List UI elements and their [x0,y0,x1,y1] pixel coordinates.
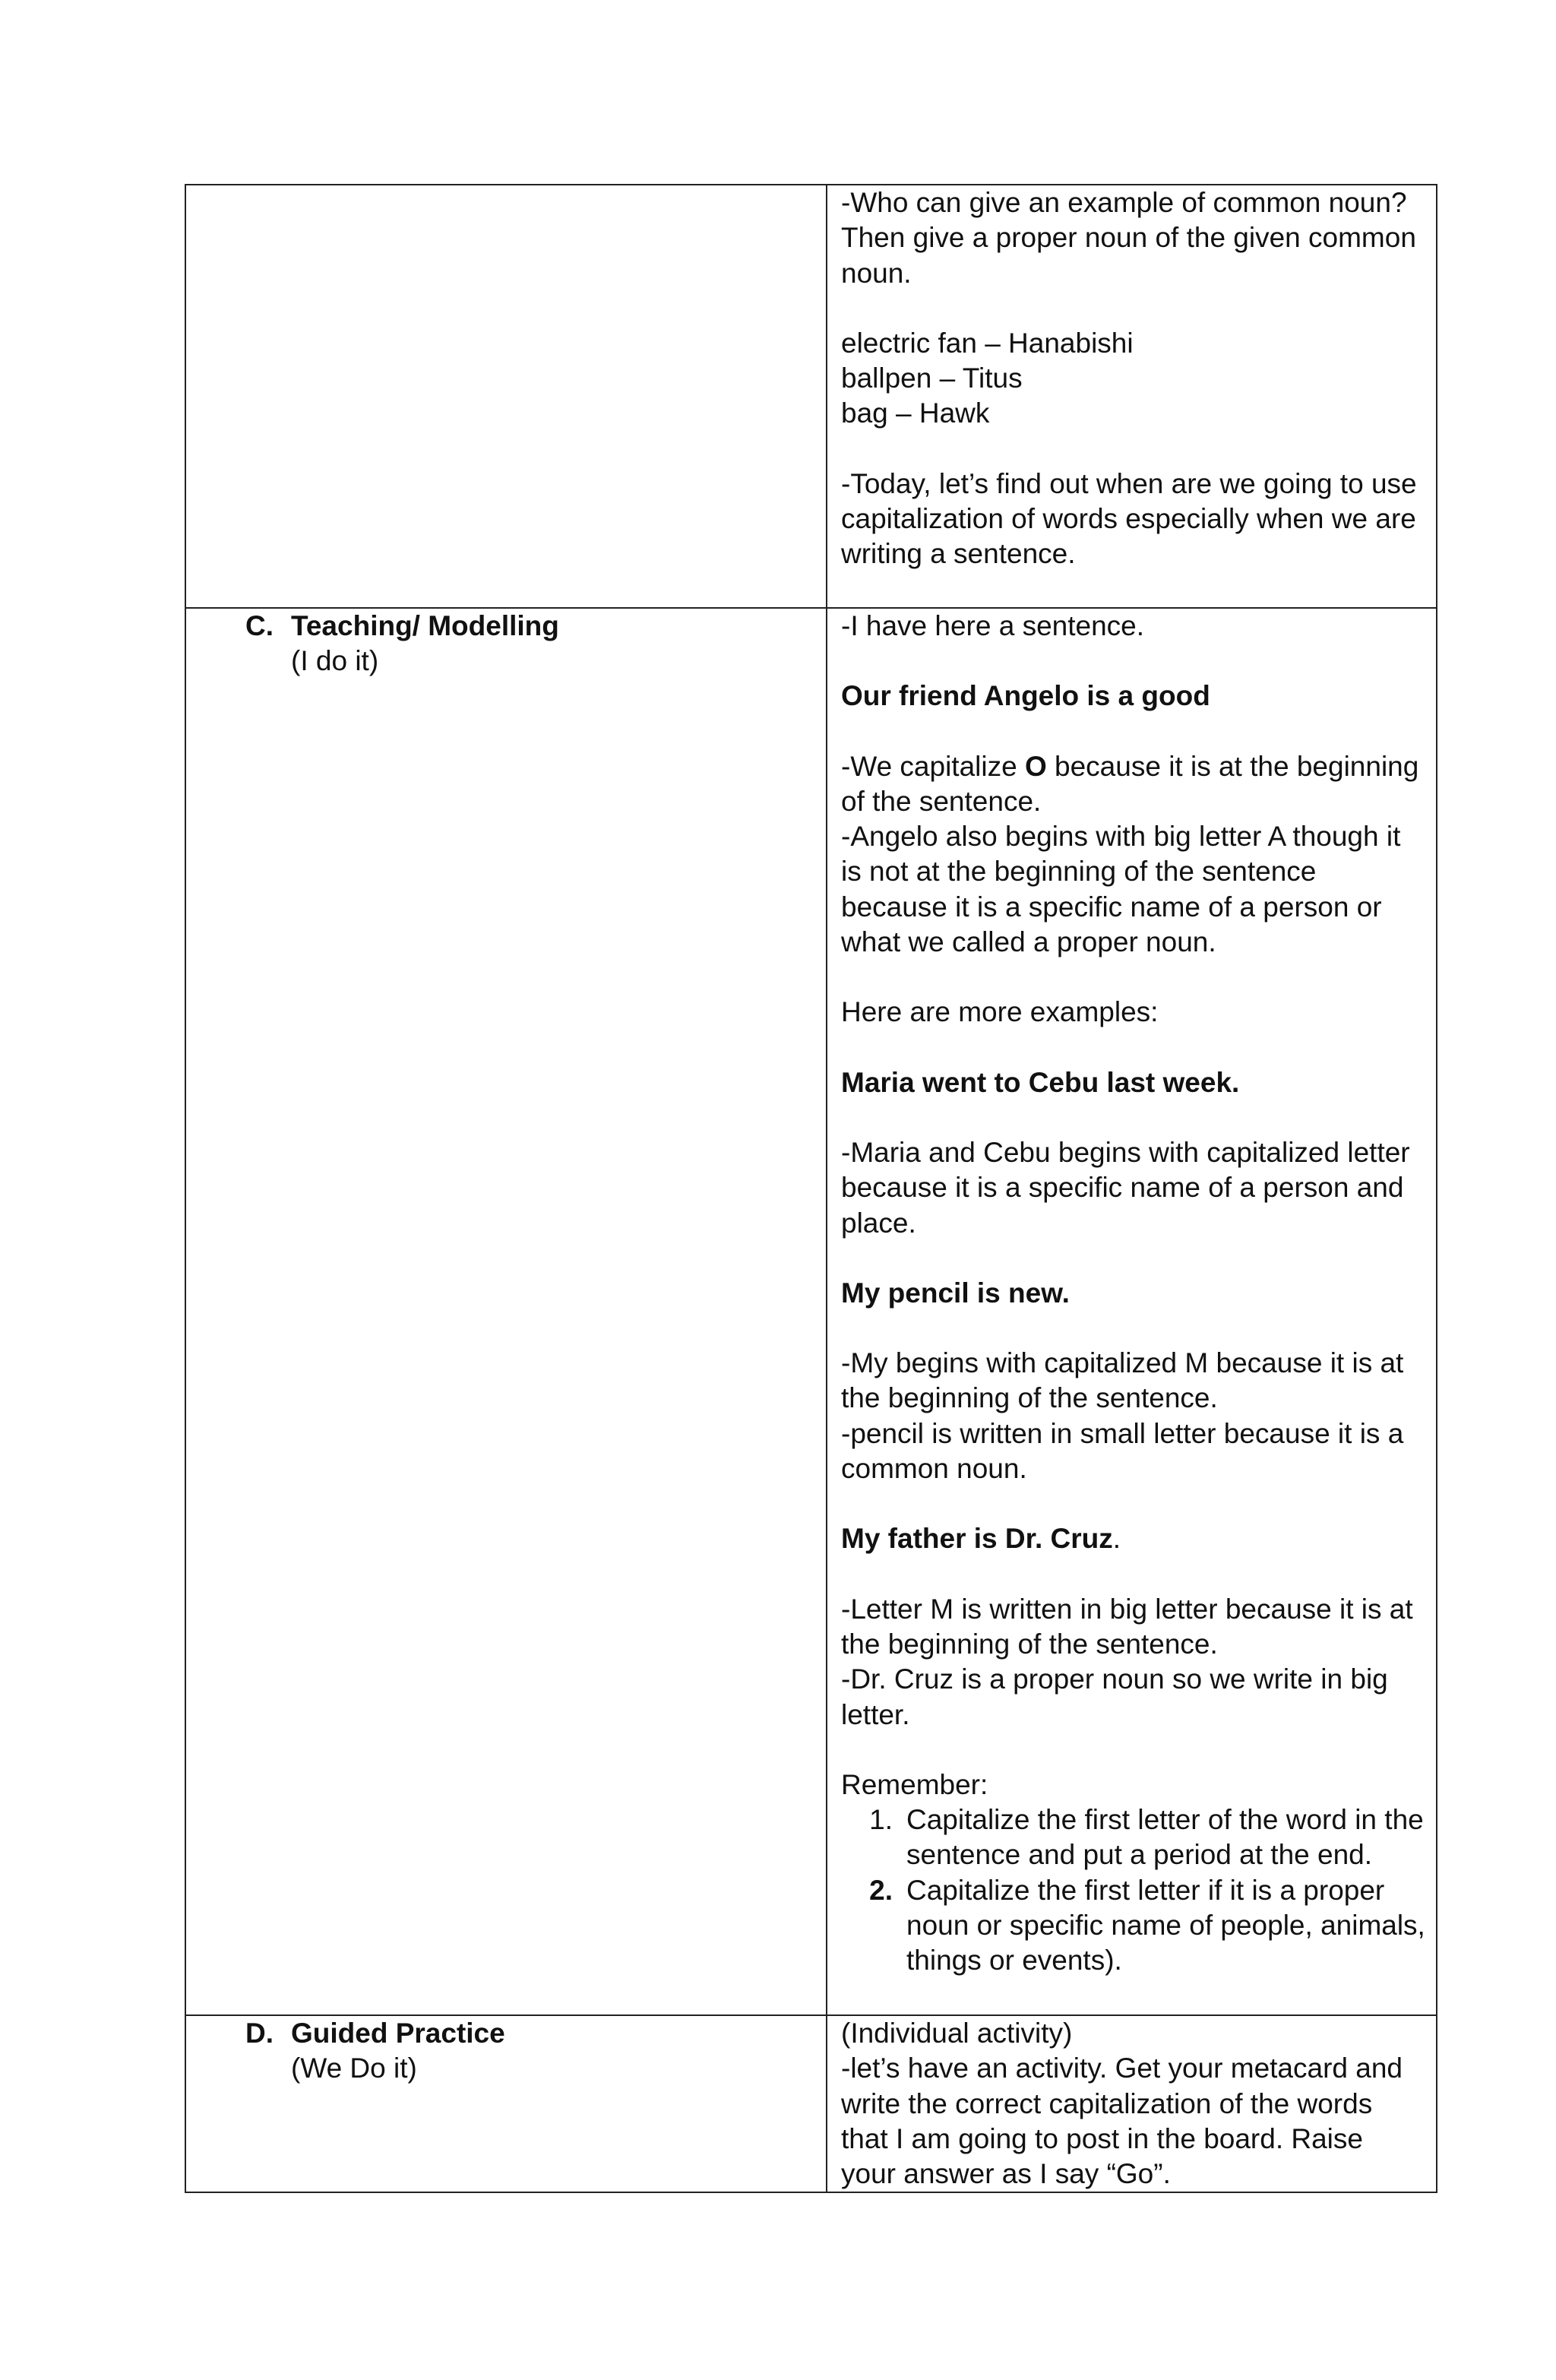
right-cell-intro [827,185,1437,608]
table-row-intro [185,185,1437,608]
example-pair: electric fan – Hanabishi [841,327,1134,359]
remember-label: Remember: [841,1768,988,1800]
rule-text: Capitalize the first letter if it is a proper noun or specific name of people, animals, things or events). [906,1874,1425,1976]
example-sentence: My pencil is new. [841,1277,1070,1309]
section-subtitle: (We Do it) [291,2052,417,2084]
explanation-text: -pencil is written in small letter because it is a common noun. [841,1417,1404,1485]
intro-text: -I have here a sentence. [841,610,1145,641]
list-item [841,1802,1425,1873]
table-row-teaching [185,608,1437,2015]
list-item [841,1873,1425,1979]
explanation-part: because it is at the beginning of the sentence. [841,750,1419,817]
lesson-plan-table [185,184,1437,2193]
section-title: Guided Practice [291,2018,505,2049]
rule-number: 1. [869,1804,893,1836]
instructions-text: -let’s have an activity. Get your metacard and write the correct capitalization of the words that I am going to post in the board. Raise your answer as I say “Go”. [841,2052,1403,2190]
example-sentence [841,1521,1425,1556]
question-text: -Who can give an example of common noun? Then give a proper noun of the given common noun. [841,187,1416,289]
table-row-guided [185,2015,1437,2192]
example-sentence: Maria went to Cebu last week. [841,1066,1240,1098]
example-sentence: Our friend Angelo is a good [841,680,1210,712]
explanation-text: -Letter M is written in big letter because it is at the beginning of the sentence. [841,1593,1413,1660]
explanation-part: -We capitalize [841,750,1025,782]
rules-list [841,1802,1425,1978]
explanation-text: -Dr. Cruz is a proper noun so we write in big letter. [841,1663,1388,1730]
left-cell-empty [185,185,827,608]
section-subtitle: (I do it) [291,645,379,677]
explanation-bold-letter: O [1024,750,1047,782]
example-pair: ballpen – Titus [841,362,1023,394]
activity-type: (Individual activity) [841,2018,1073,2049]
example-pair: bag – Hawk [841,397,990,429]
section-c-cell [185,608,827,2015]
sentence-period: . [1112,1523,1121,1555]
more-examples-label: Here are more examples: [841,996,1159,1028]
section-d-cell [185,2015,827,2192]
explanation-text [841,749,1425,820]
section-heading [245,2016,826,2051]
right-cell-guided [827,2015,1437,2192]
section-letter: D. [245,2018,274,2049]
explanation-text: -Maria and Cebu begins with capitalized letter because it is a specific name of a person and place. [841,1136,1410,1239]
section-heading [245,609,826,644]
explanation-text: -Angelo also begins with big letter A though it is not at the beginning of the sentence because it is a specific name of a person or what we called a proper noun. [841,821,1401,958]
example-sentence-bold: My father is Dr. Cruz [841,1523,1113,1555]
rule-text: Capitalize the first letter of the word in the sentence and put a period at the end. [906,1804,1424,1871]
section-letter: C. [245,610,274,641]
explanation-text: -My begins with capitalized M because it is at the beginning of the sentence. [841,1347,1404,1414]
rule-number: 2. [869,1874,893,1906]
right-cell-teaching [827,608,1437,2015]
section-title: Teaching/ Modelling [291,610,559,641]
today-text: -Today, let’s find out when are we going to use capitalization of words especially when we are writing a sentence. [841,467,1417,570]
